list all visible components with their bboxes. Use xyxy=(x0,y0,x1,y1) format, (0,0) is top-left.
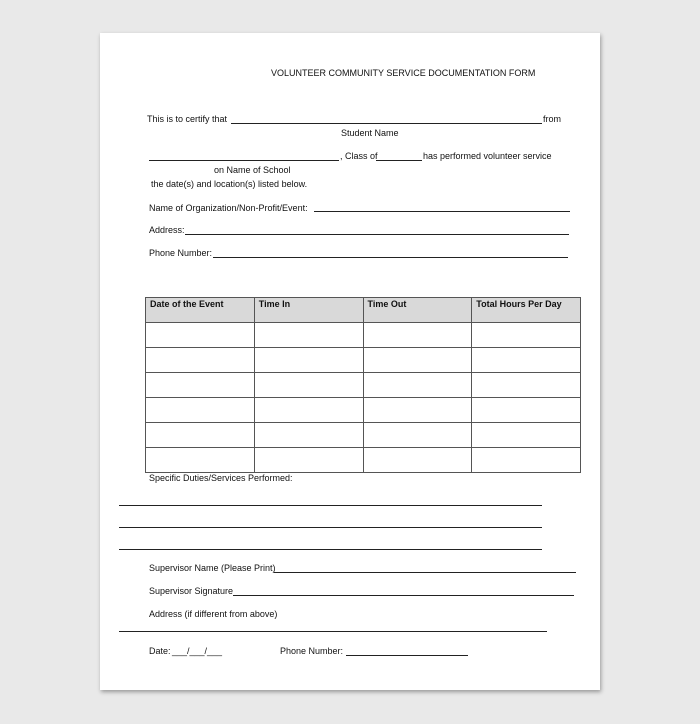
org-field[interactable] xyxy=(314,211,570,212)
table-row xyxy=(146,373,581,398)
supervisor-signature-field[interactable] xyxy=(233,595,574,596)
table-cell[interactable] xyxy=(472,448,581,473)
address-label: Address: xyxy=(149,225,185,235)
table-row xyxy=(146,323,581,348)
class-of-field[interactable] xyxy=(376,160,422,161)
table-cell[interactable] xyxy=(363,373,472,398)
supervisor-address-label: Address (if different from above) xyxy=(149,609,278,619)
table-cell[interactable] xyxy=(146,448,255,473)
supervisor-phone-field[interactable] xyxy=(346,655,468,656)
school-field[interactable] xyxy=(149,160,339,161)
table-cell[interactable] xyxy=(363,398,472,423)
student-name-field[interactable] xyxy=(231,123,542,124)
supervisor-name-label: Supervisor Name (Please Print) xyxy=(149,563,276,573)
table-cell[interactable] xyxy=(363,348,472,373)
phone-label: Phone Number: xyxy=(149,248,213,258)
school-caption: on Name of School xyxy=(214,165,291,175)
table-cell[interactable] xyxy=(363,423,472,448)
table-cell[interactable] xyxy=(472,323,581,348)
table-cell[interactable] xyxy=(472,348,581,373)
table-row xyxy=(146,448,581,473)
table-row xyxy=(146,348,581,373)
form-page xyxy=(100,33,600,690)
performed-label: has performed volunteer service xyxy=(423,151,552,161)
from-label: from xyxy=(543,114,561,124)
header-total-hours: Total Hours Per Day xyxy=(472,298,581,323)
header-date: Date of the Event xyxy=(146,298,255,323)
duties-label: Specific Duties/Services Performed: xyxy=(149,473,293,483)
table-cell[interactable] xyxy=(254,323,363,348)
header-time-out: Time Out xyxy=(363,298,472,323)
supervisor-name-field[interactable] xyxy=(274,572,576,573)
supervisor-signature-label: Supervisor Signature xyxy=(149,586,234,596)
address-field[interactable] xyxy=(185,234,569,235)
table-cell[interactable] xyxy=(146,348,255,373)
table-cell[interactable] xyxy=(254,348,363,373)
table-cell[interactable] xyxy=(472,373,581,398)
supervisor-phone-label: Phone Number: xyxy=(280,646,344,656)
table-cell[interactable] xyxy=(472,423,581,448)
table-row xyxy=(146,423,581,448)
form-title: VOLUNTEER COMMUNITY SERVICE DOCUMENTATION FORM xyxy=(271,68,536,78)
hours-table xyxy=(145,297,581,473)
table-cell[interactable] xyxy=(146,323,255,348)
table-header-row xyxy=(146,298,581,323)
table-cell[interactable] xyxy=(254,398,363,423)
table-cell[interactable] xyxy=(146,423,255,448)
class-of-label: , Class of xyxy=(340,151,378,161)
duties-line[interactable] xyxy=(119,549,542,550)
duties-line[interactable] xyxy=(119,505,542,506)
table-row xyxy=(146,398,581,423)
table-cell[interactable] xyxy=(472,398,581,423)
org-label: Name of Organization/Non-Profit/Event: xyxy=(149,203,308,213)
date-label: Date: xyxy=(149,646,171,656)
table-cell[interactable] xyxy=(146,373,255,398)
table-cell[interactable] xyxy=(254,423,363,448)
table-cell[interactable] xyxy=(254,373,363,398)
table-cell[interactable] xyxy=(254,448,363,473)
dates-text: the date(s) and location(s) listed below. xyxy=(151,179,308,189)
table-cell[interactable] xyxy=(363,323,472,348)
duties-line[interactable] xyxy=(119,527,542,528)
student-name-caption: Student Name xyxy=(341,128,399,138)
supervisor-address-field[interactable] xyxy=(119,631,547,632)
phone-field[interactable] xyxy=(213,257,568,258)
date-field[interactable]: ___/___/___ xyxy=(172,646,223,656)
certify-label: This is to certify that xyxy=(147,114,228,124)
table-cell[interactable] xyxy=(363,448,472,473)
table-cell[interactable] xyxy=(146,398,255,423)
header-time-in: Time In xyxy=(254,298,363,323)
